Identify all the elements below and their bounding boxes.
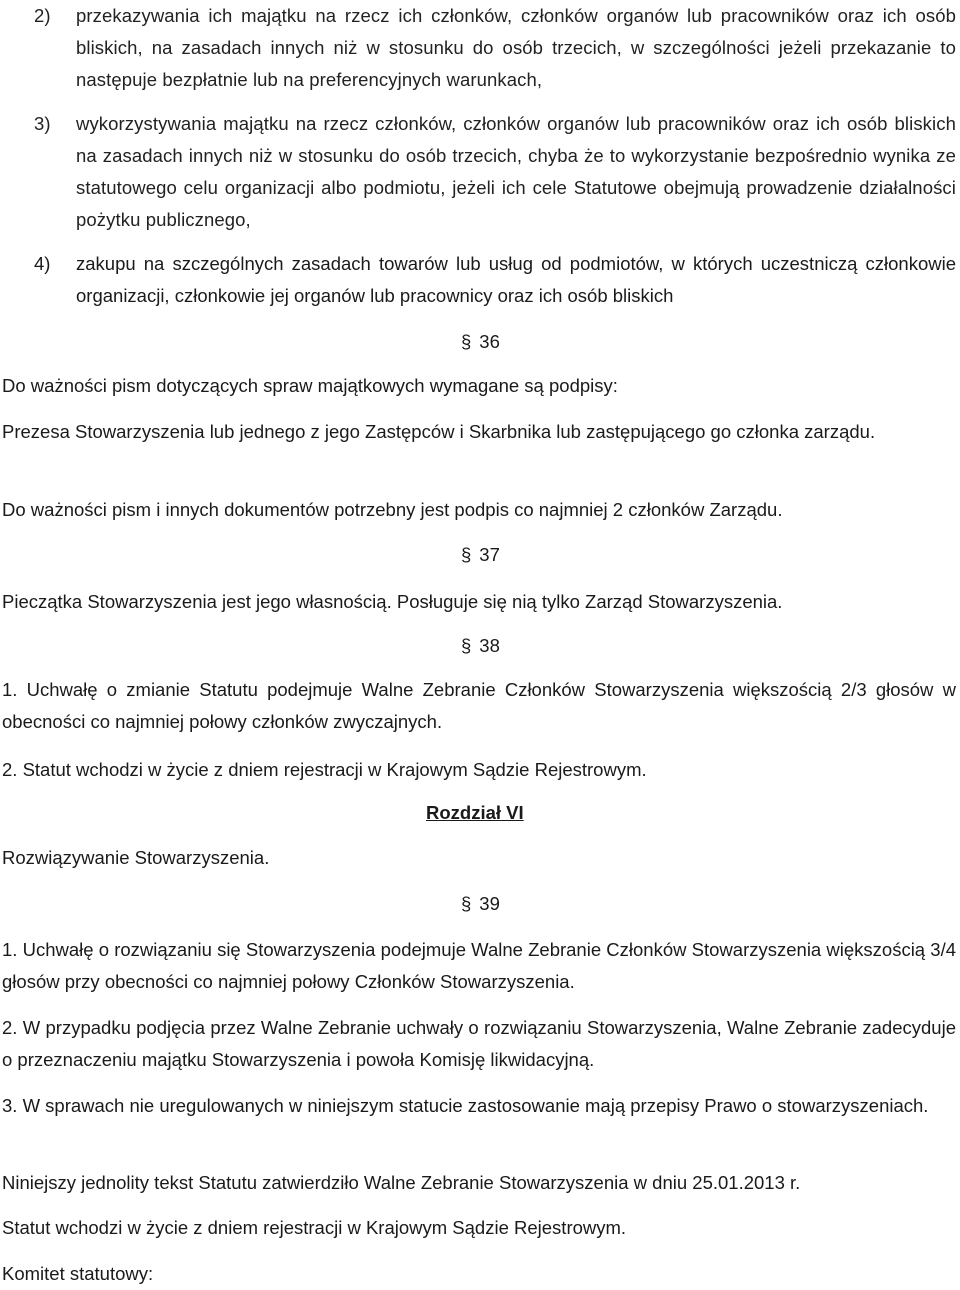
section-heading-38 <box>461 630 500 662</box>
paragraph-signatures-intro: Do ważności pism dotyczących spraw majątkowych wymagane są podpisy: <box>2 375 618 396</box>
section-heading-37 <box>461 539 500 571</box>
section-number: 39 <box>479 893 500 914</box>
list-item <box>34 248 956 312</box>
paragraph-stamp: Pieczątka Stowarzyszenia jest jego własnością. Posługuje się nią tylko Zarząd Stowarzyszenia. <box>2 591 783 612</box>
list-item <box>34 0 956 96</box>
section-symbol: § <box>461 635 472 656</box>
paragraph-approval-date: Niniejszy jednolity tekst Statutu zatwierdziło Walne Zebranie Stowarzyszenia w dniu 25.01.2013 r. <box>2 1172 801 1193</box>
paragraph-other-documents: Do ważności pism i innych dokumentów potrzebny jest podpis co najmniej 2 członków Zarządu. <box>2 499 783 520</box>
paragraph-committee: Komitet statutowy: <box>2 1263 154 1284</box>
paragraph-statute-amendment: 1. Uchwałę o zmianie Statutu podejmuje Walne Zebranie Członków Stowarzyszenia większością 2/3 głosów w obecności co najmniej połowy członków zwyczajnych. <box>2 679 956 732</box>
section-symbol: § <box>461 893 472 914</box>
paragraph-dissolution-resolution: 1. Uchwałę o rozwiązaniu się Stowarzyszenia podejmuje Walne Zebranie Członków Stowarzyszenia większością 3/4 głosów przy obecności co najmniej połowy Członków Stowarzyszenia. <box>2 939 956 992</box>
section-symbol: § <box>461 544 472 565</box>
paragraph-unregulated-matters: 3. W sprawach nie uregulowanych w niniejszym statucie zastosowanie mają przepisy Prawo o stowarzyszeniach. <box>2 1095 929 1116</box>
section-number: 37 <box>479 544 500 565</box>
paragraph-effective-date: Statut wchodzi w życie z dniem rejestracji w Krajowym Sądzie Rejestrowym. <box>2 1217 627 1238</box>
list-item <box>34 108 956 236</box>
list-item-number: 4) <box>34 253 51 274</box>
chapter-title: Rozdział VI <box>426 802 524 823</box>
list-item-text: zakupu na szczególnych zasadach towarów lub usług od podmiotów, w których uczestniczą członkowie organizacji, członkowie jej organów lub pracownicy oraz ich osób bliskich <box>76 253 956 306</box>
section-heading-39 <box>461 888 500 920</box>
section-number: 38 <box>479 635 500 656</box>
list-item-text: przekazywania ich majątku na rzecz ich członków, członków organów lub pracowników oraz ich osób bliskich, na zasadach innych niż w stosunku do osób trzecich, w szczególności jeżeli przekazanie to następuje bezpłatnie lub na preferencyjnych warunkach, <box>76 5 956 90</box>
section-symbol: § <box>461 331 472 352</box>
section-heading-36 <box>461 326 500 358</box>
paragraph-signers: Prezesa Stowarzyszenia lub jednego z jego Zastępców i Skarbnika lub zastępującego go członka zarządu. <box>2 421 876 442</box>
list-item-number: 2) <box>34 5 51 26</box>
paragraph-statute-effective: 2. Statut wchodzi w życie z dniem rejestracji w Krajowym Sądzie Rejestrowym. <box>2 759 647 780</box>
list-item-number: 3) <box>34 113 51 134</box>
paragraph-liquidation: 2. W przypadku podjęcia przez Walne Zebranie uchwały o rozwiązaniu Stowarzyszenia, Walne Zebranie zadecyduje o przeznaczeniu majątku Stowarzyszenia i powoła Komisję likwidacyjną. <box>2 1017 956 1070</box>
chapter-subtitle: Rozwiązywanie Stowarzyszenia. <box>2 847 270 868</box>
list-item-text: wykorzystywania majątku na rzecz członków, członków organów lub pracowników oraz ich osób bliskich na zasadach innych niż w stosunku do osób trzecich, chyba że to wykorzystanie bezpośrednio wynika ze statutowego celu organizacji albo podmiotu, jeżeli ich cele Statutowe obejmują prowadzenie działalności pożytku publicznego, <box>76 113 956 230</box>
section-number: 36 <box>479 331 500 352</box>
